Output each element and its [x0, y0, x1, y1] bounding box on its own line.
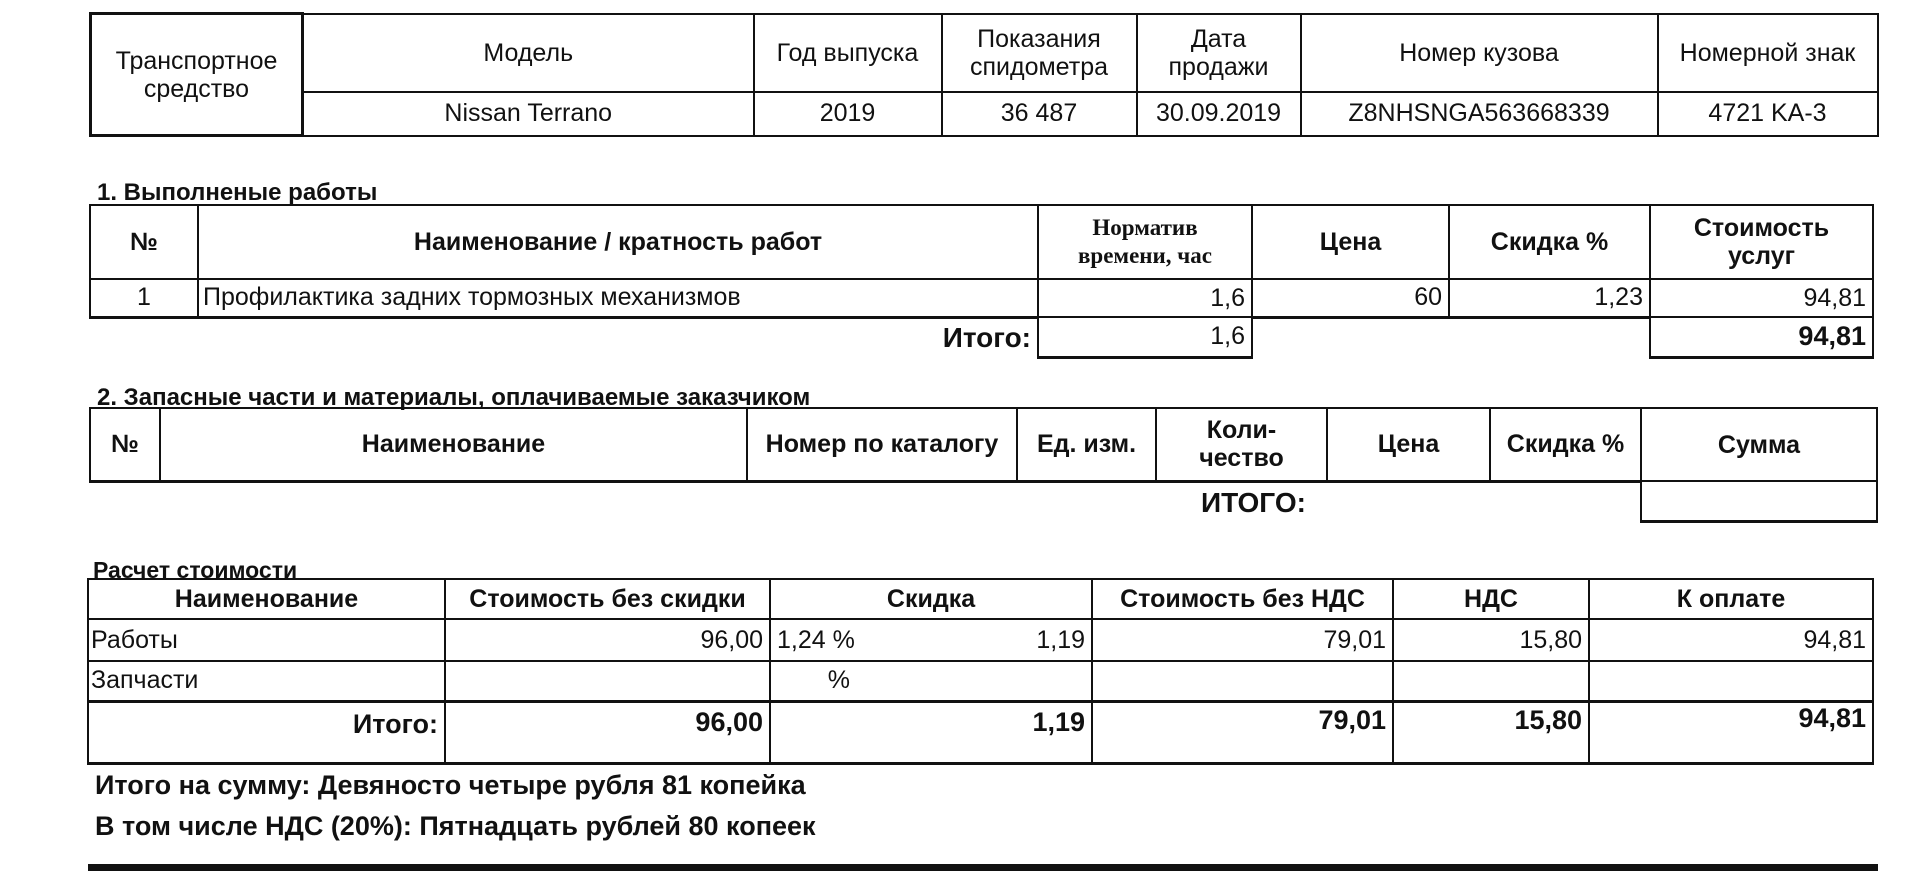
value-model: Nissan Terrano	[303, 92, 754, 136]
calc-row-vat: 15,80	[1393, 619, 1589, 661]
calc-header-discount: Скидка	[770, 579, 1092, 619]
calc-title: Расчет стоимости	[93, 557, 298, 583]
works-header-price: Цена	[1252, 205, 1449, 279]
calc-row-disc-pct: 1,24	[777, 625, 826, 654]
works-header-num: №	[90, 205, 198, 279]
calc-header-pay: К оплате	[1589, 579, 1873, 619]
vehicle-table	[89, 12, 1879, 137]
works-header-name: Наименование / кратность работ	[198, 205, 1038, 279]
table-row	[88, 619, 1873, 661]
parts-table	[89, 407, 1878, 523]
calc-row-no-vat	[1092, 661, 1393, 701]
works-row-name: Профилактика задних тормозных механизмов	[198, 279, 1038, 317]
parts-header-sum: Сумма	[1641, 408, 1877, 481]
parts-header-num: №	[90, 408, 160, 481]
calc-total-label: Итого:	[88, 701, 445, 763]
works-total-hours: 1,6	[1038, 317, 1252, 357]
calc-row-vat	[1393, 661, 1589, 701]
parts-total-value	[1641, 481, 1877, 521]
calc-total-vat: 15,80	[1393, 701, 1589, 763]
works-header-cost: Стоимость услуг	[1650, 205, 1873, 279]
header-sale-date: Дата продажи	[1137, 14, 1301, 92]
calc-total-base: 96,00	[445, 701, 770, 763]
header-odometer: Показания спидометра	[942, 14, 1137, 92]
value-sale-date: 30.09.2019	[1137, 92, 1301, 136]
calc-row-pay: 94,81	[1589, 619, 1873, 661]
calc-row-base: 96,00	[445, 619, 770, 661]
works-row-num: 1	[90, 279, 198, 317]
calc-row-disc-val: 1,19	[856, 619, 1092, 661]
value-year: 2019	[754, 92, 942, 136]
works-header-hours: Норматив времени, час	[1038, 205, 1252, 279]
calc-row-pct-sign: %	[832, 625, 855, 654]
parts-header-catalog: Номер по каталогу	[747, 408, 1017, 481]
calc-row-base	[445, 661, 770, 701]
parts-total-label: ИТОГО:	[1201, 486, 1306, 518]
parts-header-name: Наименование	[160, 408, 747, 481]
value-odometer: 36 487	[942, 92, 1137, 136]
parts-title: 2. Запасные части и материалы, оплачиваемые заказчиком	[97, 384, 811, 411]
bottom-rule	[88, 864, 1878, 871]
sum-in-words: Итого на сумму: Девяносто четыре рубля 81 копейка	[95, 770, 806, 800]
calc-header-base: Стоимость без скидки	[445, 579, 770, 619]
calc-total-no-vat: 79,01	[1092, 701, 1393, 763]
works-title: 1. Выполненые работы	[97, 179, 378, 206]
parts-header-price: Цена	[1327, 408, 1490, 481]
table-row	[88, 661, 1873, 701]
table-row	[90, 279, 1873, 317]
works-row-cost: 94,81	[1650, 279, 1873, 317]
calc-row-disc-val	[856, 661, 1092, 701]
calc-row-pay	[1589, 661, 1873, 701]
parts-header-quantity: Коли- чество	[1156, 408, 1327, 481]
header-plate: Номерной знак	[1658, 14, 1878, 92]
works-total-cost: 94,81	[1650, 317, 1873, 357]
vat-in-words: В том числе НДС (20%): Пятнадцать рублей 80 копеек	[95, 811, 816, 841]
works-row-price: 60	[1252, 279, 1449, 317]
calc-row-name: Работы	[88, 619, 445, 661]
calc-row-name: Запчасти	[88, 661, 445, 701]
works-row-hours: 1,6	[1038, 279, 1252, 317]
calc-header-no-vat: Стоимость без НДС	[1092, 579, 1393, 619]
vehicle-label: Транспортное средство	[91, 14, 303, 136]
header-year: Год выпуска	[754, 14, 942, 92]
works-total-label: Итого:	[90, 317, 1038, 357]
works-header-discount: Скидка %	[1449, 205, 1650, 279]
calc-total-pay: 94,81	[1589, 701, 1873, 763]
calc-row-pct-sign: %	[770, 661, 856, 701]
value-plate: 4721 KA-3	[1658, 92, 1878, 136]
calc-header-vat: НДС	[1393, 579, 1589, 619]
works-table	[89, 204, 1874, 359]
value-body-number: Z8NHSNGA563668339	[1301, 92, 1658, 136]
calc-total-disc-val: 1,19	[770, 701, 1092, 763]
works-row-discount: 1,23	[1449, 279, 1650, 317]
parts-header-unit: Ед. изм.	[1017, 408, 1156, 481]
calc-header-name: Наименование	[88, 579, 445, 619]
parts-header-discount: Скидка %	[1490, 408, 1641, 481]
calc-row-no-vat: 79,01	[1092, 619, 1393, 661]
header-model: Модель	[303, 14, 754, 92]
header-body-number: Номер кузова	[1301, 14, 1658, 92]
calc-table	[87, 578, 1874, 765]
